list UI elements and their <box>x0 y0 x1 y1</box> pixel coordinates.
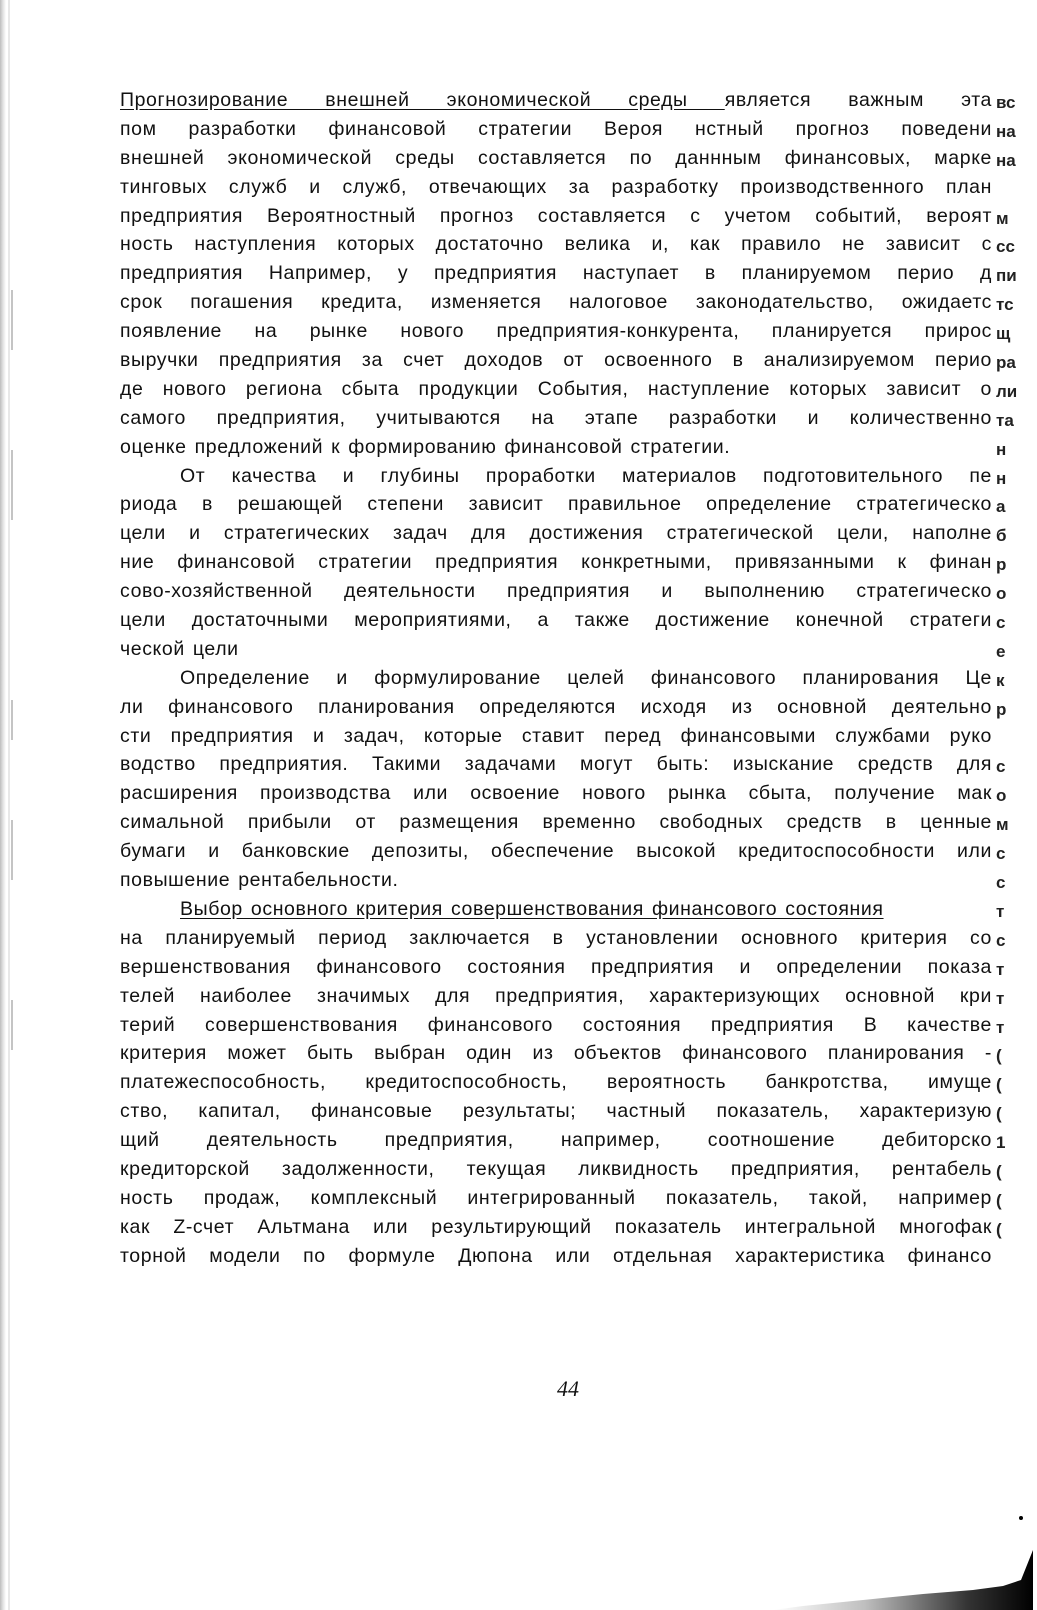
text-line: кредиторской задолженности, текущая ликвидность предприятия, рентабель <box>120 1157 992 1180</box>
document-body <box>120 86 992 1271</box>
edge-fragment: ( <box>996 1075 1002 1095</box>
next-page-edge-fragments <box>996 86 1020 1271</box>
edge-fragment <box>996 173 1020 202</box>
text-line: повышение рентабельности. <box>120 869 399 892</box>
edge-fragment: ли <box>996 381 1018 401</box>
edge-fragment: 1 <box>996 1133 1006 1153</box>
edge-fragment: р <box>996 699 1007 719</box>
binding-edge <box>0 0 14 1610</box>
text-line <box>120 895 992 924</box>
text-line: цели достаточными мероприятиями, а также достижение конечной стратеги <box>120 609 992 632</box>
text-line: Определение и формулирование целей финансового планирования Це <box>180 666 992 689</box>
edge-fragment: с <box>996 844 1006 864</box>
text-line <box>120 86 992 115</box>
underlined-heading: Прогнозирование внешней экономической среды <box>120 89 725 111</box>
edge-fragment: на <box>996 150 1016 170</box>
text-line: бумаги и банковские депозиты, обеспечение высокой кредитоспособности или <box>120 840 992 863</box>
text-line: на планируемый период заключается в установлении основного критерия со <box>120 926 992 949</box>
text-line: терий совершенствования финансового состояния предприятия В качестве <box>120 1013 992 1036</box>
text-line: пом разработки финансовой стратегии Вероя нстный прогноз поведени <box>120 117 992 140</box>
edge-fragment: м <box>996 208 1009 228</box>
edge-fragment: б <box>996 526 1007 546</box>
edge-fragment: о <box>996 786 1007 806</box>
text-line: предприятия Вероятностный прогноз составляется с учетом событий, вероят <box>120 204 992 227</box>
text-line: ческой цели <box>120 637 239 660</box>
text-line: тинговых служб и служб, отвечающих за разработку производственного план <box>120 175 992 198</box>
edge-fragment: н <box>996 468 1007 488</box>
text-line: появление на рынке нового предприятия-конкурента, планируется прирос <box>120 320 992 343</box>
edge-fragment: т <box>996 1017 1005 1037</box>
edge-fragment: та <box>996 410 1014 430</box>
edge-fragment: вс <box>996 93 1016 112</box>
text-line: как Z-счет Альтмана или результирующий показатель интегральной многофак <box>120 1215 992 1238</box>
page-number: 44 <box>557 1376 579 1401</box>
text-line: щий деятельность предприятия, например, соотношение дебиторско <box>120 1129 992 1152</box>
text-line: От качества и глубины проработки материалов подготовительного пе <box>180 464 992 487</box>
text-line: водство предприятия. Такими задачами могут быть: изыскание средств для <box>120 753 992 776</box>
margin-mark <box>11 450 13 520</box>
edge-fragment: н <box>996 439 1007 459</box>
text-line: ность продаж, комплексный интегрированный показатель, такой, например <box>120 1186 992 1209</box>
edge-fragment: на <box>996 121 1016 141</box>
edge-fragment: м <box>996 815 1009 835</box>
edge-fragment: щ <box>996 324 1011 344</box>
edge-fragment: ( <box>996 1219 1002 1239</box>
margin-mark <box>11 1000 13 1050</box>
edge-fragment: а <box>996 497 1006 517</box>
edge-fragment: ( <box>996 1190 1002 1210</box>
edge-fragment: ( <box>996 1161 1002 1181</box>
text-line: оценке предложений к формированию финансовой стратегии. <box>120 435 731 458</box>
edge-fragment: с <box>996 930 1006 950</box>
edge-fragment: т <box>996 901 1005 921</box>
text-line: платежеспособность, кредитоспособность, вероятность банкротства, имуще <box>120 1071 992 1094</box>
text-line: цели и стратегических задач для достижения стратегической цели, наполне <box>120 522 992 545</box>
margin-mark <box>11 700 13 740</box>
text-line: ство, капитал, финансовые результаты; частный показатель, характеризую <box>120 1100 992 1123</box>
text-line: сово-хозяйственной деятельности предприятия и выполнению стратегическо <box>120 580 992 603</box>
text-line: критерия может быть выбран один из объектов финансового планирования - <box>120 1042 992 1065</box>
text-line: срок погашения кредита, изменяется налоговое законодательство, ожидаетс <box>120 291 992 314</box>
edge-fragment: ( <box>996 1104 1002 1124</box>
text-line: сти предприятия и задач, которые ставит перед финансовыми службами руко <box>120 724 992 747</box>
underlined-heading: Выбор основного критерия совершенствования финансового состояния <box>180 897 884 920</box>
text-line: выручки предприятия за счет доходов от освоенного в анализируемом перио <box>120 349 992 372</box>
line-continuation: является важным эта <box>724 89 992 111</box>
text-line: ность наступления которых достаточно велика и, как правило не зависит с <box>120 233 992 256</box>
edge-fragment: р <box>996 555 1007 575</box>
edge-fragment: к <box>996 670 1005 690</box>
text-line: телей наиболее значимых для предприятия, характеризующих основной кри <box>120 984 992 1007</box>
text-line: де нового региона сбыта продукции События, наступление которых зависит о <box>120 377 992 400</box>
text-line: ли финансового планирования определяются исходя из основной деятельно <box>120 695 992 718</box>
text-line: предприятия Например, у предприятия наступает в планируемом перио д <box>120 262 992 285</box>
text-line: вершенствования финансового состояния предприятия и определении показа <box>120 955 992 978</box>
text-line: ние финансовой стратегии предприятия конкретными, привязанными к финан <box>120 551 992 574</box>
edge-fragment: ( <box>996 1046 1002 1066</box>
edge-fragment: тс <box>996 295 1014 315</box>
edge-fragment: пи <box>996 266 1017 286</box>
text-line: торной модели по формуле Дюпона или отдельная характеристика финансо <box>120 1244 992 1267</box>
text-line: симальной прибыли от размещения временно свободных средств в ценные <box>120 811 992 834</box>
edge-fragment: т <box>996 959 1005 979</box>
edge-fragment: ра <box>996 353 1016 373</box>
edge-fragment: о <box>996 584 1007 604</box>
margin-mark <box>11 290 13 350</box>
edge-fragment: т <box>996 988 1005 1008</box>
scan-corner-artifact <box>773 1550 1033 1610</box>
text-line: риода в решающей степени зависит правильное определение стратегическо <box>120 493 992 516</box>
edge-fragment: с <box>996 873 1006 893</box>
edge-fragment <box>996 722 1020 751</box>
edge-fragment: е <box>996 641 1006 661</box>
text-line: внешней экономической среды составляется по даннным финансовых, марке <box>120 146 992 169</box>
text-line: самого предприятия, учитываются на этапе разработки и количественно <box>120 406 992 429</box>
edge-fragment: с <box>996 613 1006 633</box>
text-line: расширения производства или освоение нового рынка сбыта, получение мак <box>120 782 992 805</box>
margin-mark <box>11 820 13 880</box>
edge-fragment: с <box>996 757 1006 777</box>
edge-fragment <box>996 1242 1020 1271</box>
edge-fragment: сс <box>996 237 1015 257</box>
scan-speck <box>1019 1516 1023 1520</box>
